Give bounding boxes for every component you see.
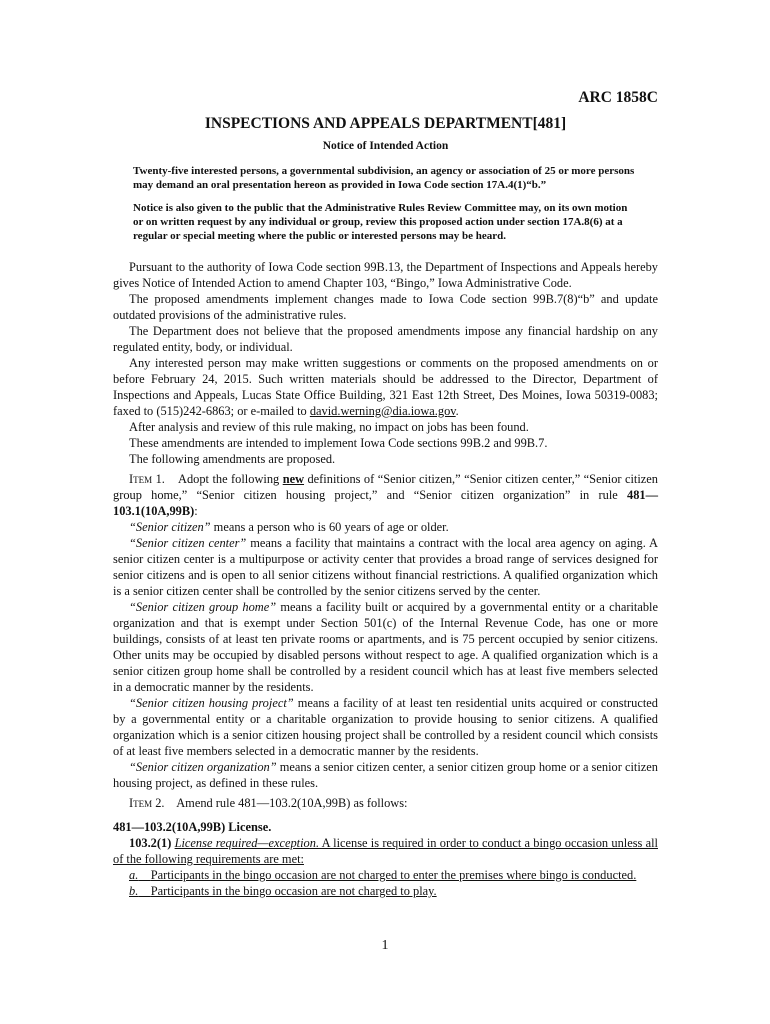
jobs-impact-paragraph: After analysis and review of this rule making, no impact on jobs has been found.: [129, 420, 529, 434]
department-title: INSPECTIONS AND APPEALS DEPARTMENT[481]: [204, 115, 567, 132]
comments-paragraph: Any interested person may make written suggestions or comments on the proposed amendments on or before February 24, 2015. Such written materials should be addressed to the Director, Department of Inspections and Appeals, Lucas State Office Building, 321 East 12th Street, Des Moines, Iowa 50319-0083; faxed to (515)242-6863; or e-mailed to david.werning@dia.iowa.gov.: [113, 356, 658, 418]
arc-number: ARC 1858C: [578, 89, 658, 106]
document-page: [113, 88, 658, 899]
item-2-label: Item 2.: [129, 796, 165, 810]
purpose-paragraph: The proposed amendments implement changes made to Iowa Code section 99B.7(8)“b” and update outdated provisions of the administrative rules.: [113, 292, 658, 322]
item-1-label: Item 1.: [129, 472, 165, 486]
definition-senior-citizen: “Senior citizen” means a person who is 60 years of age or older.: [129, 520, 449, 534]
notice-title: Notice of Intended Action: [322, 140, 449, 152]
list-item-a: a. Participants in the bingo occasion are not charged to enter the premises where bingo is conducted.: [129, 868, 637, 882]
hardship-paragraph: The Department does not believe that the proposed amendments impose any financial hardship on any regulated entity, body, or individual.: [113, 324, 658, 354]
item-2: Item 2. Amend rule 481—103.2(10A,99B) as follows:: [129, 796, 408, 810]
rule-heading: 481—103.2(10A,99B) License.: [113, 820, 272, 834]
definition-senior-citizen-housing-project: “Senior citizen housing project” means a facility of at least ten residential units acquired or constructed by a governmental entity or a charitable organization to provide housing to senior citizens. A qualified organization which is a senior citizen housing project shall be controlled by a resident council which consists of at least five members selected in a democratic manner by the residents.: [113, 696, 658, 758]
implementation-paragraph: These amendments are intended to implement Iowa Code sections 99B.2 and 99B.7.: [129, 436, 548, 450]
arrc-review-notice: Notice is also given to the public that the Administrative Rules Review Committee may, on its own motion or on written request by any individual or group, review this proposed action under section 17A.8(6) at a regular or special meeting where the public or interested persons may be heard.: [133, 202, 628, 242]
authority-paragraph: Pursuant to the authority of Iowa Code section 99B.13, the Department of Inspections and Appeals hereby gives Notice of Intended Action to amend Chapter 103, “Bingo,” Iowa Administrative Code.: [113, 260, 658, 290]
page-number: 1: [381, 938, 389, 953]
rule-reference: 481—103.1(10A,99B): [113, 488, 658, 518]
subrule-103-2-1: 103.2(1) License required—exception. A license is required in order to conduct a bingo occasion unless all of the following requirements are met:: [113, 836, 658, 866]
definition-senior-citizen-center: “Senior citizen center” means a facility that maintains a contract with the local area agency on aging. A senior citizen center is a multipurpose or activity center that provides a broad range of services designed for senior citizens and is open to all senior citizens without financial restrictions. A qualified organization which is a senior citizen center shall be controlled by the senior citizens served by the center.: [113, 536, 658, 598]
list-item-b: b. Participants in the bingo occasion are not charged to play.: [129, 884, 437, 898]
email-link[interactable]: david.werning@dia.iowa.gov: [309, 404, 456, 418]
oral-presentation-notice: Twenty-five interested persons, a governmental subdivision, an agency or association of 25 or more persons may demand an oral presentation hereon as provided in Iowa Code section 17A.4(1)“b.”: [133, 165, 635, 191]
definition-senior-citizen-group-home: “Senior citizen group home” means a facility built or acquired by a governmental entity or a charitable organization and that is exempt under Section 501(c) of the Internal Revenue Code, has one or more buildings, consists of at least ten private rooms or apartments, and is 75 percent occupied by senior citizens. Other units may be occupied by disabled persons without respect to age. A qualified organization which is a senior citizen group home shall be controlled by a resident council which has at least five members selected in a democratic manner by the residents.: [113, 600, 658, 694]
new-marker: new: [282, 472, 305, 486]
definition-senior-citizen-organization: “Senior citizen organization” means a senior citizen center, a senior citizen group home or a senior citizen housing project, as defined in these rules.: [113, 760, 658, 790]
item-1: Item 1. Adopt the following new definitions of “Senior citizen,” “Senior citizen center,” “Senior citizen group home,” “Senior citizen housing project,” and “Senior citizen organization” in rule 481—103.1(10A,99B):: [113, 472, 659, 518]
following-amendments-paragraph: The following amendments are proposed.: [129, 452, 336, 466]
